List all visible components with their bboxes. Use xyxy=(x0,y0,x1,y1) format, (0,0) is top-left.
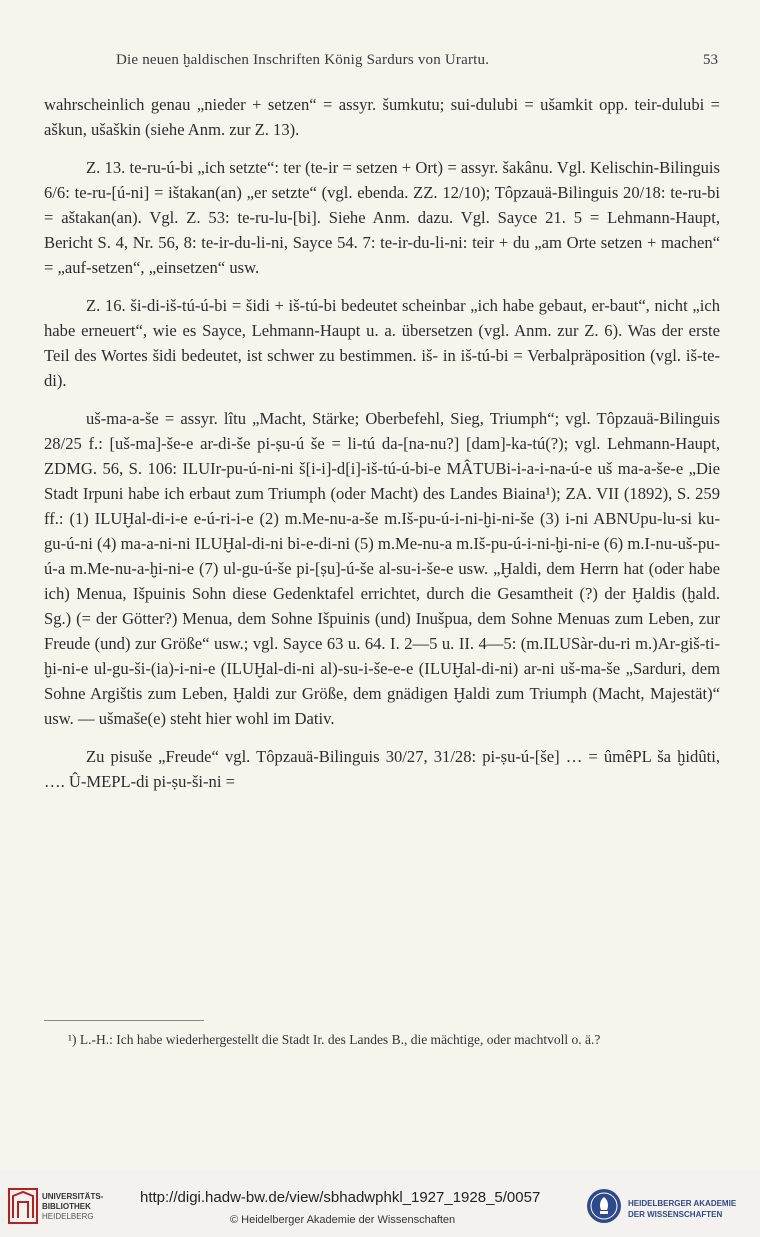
body-text xyxy=(44,92,720,794)
university-library-logo-icon xyxy=(8,1188,38,1224)
page-number: 53 xyxy=(703,52,718,68)
footnote-rule xyxy=(44,1020,204,1021)
running-header xyxy=(44,52,720,76)
paragraph-usmase: uš-ma-a-še = assyr. lîtu „Macht, Stärke; Oberbefehl, Sieg, Triumph“; vgl. Tôpzauä-Bilinguis 28/25 f.: [uš-ma]-še-e ar-di-še pi-ṣu-ú še = li-tú da-[na-nu?] [dam]-ka-tú(?); vgl. Lehmann-Haupt, ZDMG. 56, S. 106: ILUIr-pu-ú-ni-ni š[i-i]-d[i]-iš-tú-ú-bi-e MÂTUBi-i-a-i-na-ú-e uš ma-a-še-e „Die Stadt Irpuni habe ich erbaut zum Triumph (oder Macht) des Landes Biaina¹); ZA. VII (1892), S. 259 ff.: (1) ILUḪal-di-i-e e-ú-ri-i-e (2) m.Me-nu-a-še m.Iš-pu-ú-i-ni-ḫi-ni-še (3) i-ni ABNUpu-lu-si ku-gu-ú-ni (4) ma-a-ni-ni ILUḪal-di-ni bi-e-di-ni (5) m.Me-nu-a m.Iš-pu-ú-i-ni-ḫi-ni-e (6) m.I-nu-uš-pu-ú-a m.Me-nu-a-ḫi-ni-e (7) ul-gu-ú-še pi-[ṣu]-ú-še al-su-i-še-e usw. „Ḫaldi, dem Herrn hat (oder habe ich) Menua, Išpuinis Sohn diese Gedenktafel errichtet, durch die Gesamtheit (?) der Ḫaldis (ḫald. Sg.) (= der Götter?) Menua, dem Sohne Išpuinis (und) Inušpua, dem Sohne Menuas zum Leben, zur Freude (und) zur Größe“ usw.; vgl. Sayce 63 u. 64. I. 2—5 u. II. 4—5: (m.ILUSàr-du-ri m.)Ar-giš-ti-ḫi-ni-e ul-gu-ši-(ia)-i-ni-e (ILUḪal-di-ni al)-su-i-še-e-e (ILUḪal-di-ni) ar-ni uš-ma-še „Sarduri, dem Sohne Argištis zum Leben, Ḫaldi zur Größe, dem gnädigen Ḫaldi zum Triumph (Macht, Majestät)“ usw. — ušmaše(e) steht hier wohl im Dativ. xyxy=(44,409,720,728)
paragraph-z13: Z. 13. te-ru-ú-bi „ich setzte“: ter (te-ir = setzen + Ort) = assyr. šakânu. Vgl. Kelischin-Bilinguis 6/6: te-ru-[ú-ni] = ištakan(an) „er setzte“ (vgl. ebenda. ZZ. 12/10); Tôpzauä-Bilinguis 20/18: te-ru-bi = aštakan(an). Vgl. Z. 53: te-ru-lu-[bi]. Siehe Anm. dazu. Vgl. Sayce 21. 5 = Lehmann-Haupt, Bericht S. 4, Nr. 56, 8: te-ir-du-li-ni, Sayce 54. 7: te-ir-du-li-ni: teir + du „am Orte setzen + machen“ = „auf-setzen“, „einsetzen“ usw. xyxy=(44,158,720,277)
university-library-name xyxy=(42,1192,103,1222)
library-line-1: UNIVERSITÄTS- xyxy=(42,1192,104,1201)
footnote: ¹) L.-H.: Ich habe wiederhergestellt die Stadt Ir. des Landes B., die mächtige, oder machtvoll o. ä.? xyxy=(68,1032,601,1047)
academy-name xyxy=(628,1198,736,1220)
permalink-url[interactable]: http://digi.hadw-bw.de/view/sbhadwphkl_1927_1928_5/0057 xyxy=(140,1189,541,1206)
paragraph-1: wahrscheinlich genau „nieder + setzen“ = assyr. šumkutu; sui-dulubi = ušamkit opp. teir-dulubi = aškun, ušaškin (siehe Anm. zur Z. 13). xyxy=(44,95,720,139)
library-line-3: HEIDELBERG xyxy=(42,1212,94,1221)
library-line-2: BIBLIOTHEK xyxy=(42,1202,91,1211)
paragraph-z16: Z. 16. ši-di-iš-tú-ú-bi = šidi + iš-tú-bi bedeutet scheinbar „ich habe gebaut, er-baut“, nicht „ich habe erneuert“, wie es Sayce, Lehmann-Haupt u. a. übersetzen (vgl. Anm. zur Z. 6). Was der erste Teil des Wortes šidi bedeutet, ist schwer zu bestimmen. iš- in iš-tú-bi = Verbalpräposition (vgl. iš-te-di). xyxy=(44,296,720,390)
academy-line-1: HEIDELBERGER AKADEMIE xyxy=(628,1199,737,1208)
paragraph-pisuse: Zu pisuše „Freude“ vgl. Tôpzauä-Bilinguis 30/27, 31/28: pi-ṣu-ú-[še] … = ûmêPL ša ḫidûti, …. Û-MEPL-di pi-ṣu-ši-ni = xyxy=(44,747,720,791)
academy-seal-icon xyxy=(586,1188,622,1224)
copyright-notice: © Heidelberger Akademie der Wissenschaften xyxy=(230,1214,456,1226)
academy-line-2: DER WISSENSCHAFTEN xyxy=(628,1210,723,1219)
running-title: Die neuen ḫaldischen Inschriften König Sardurs von Urartu. xyxy=(116,52,490,68)
